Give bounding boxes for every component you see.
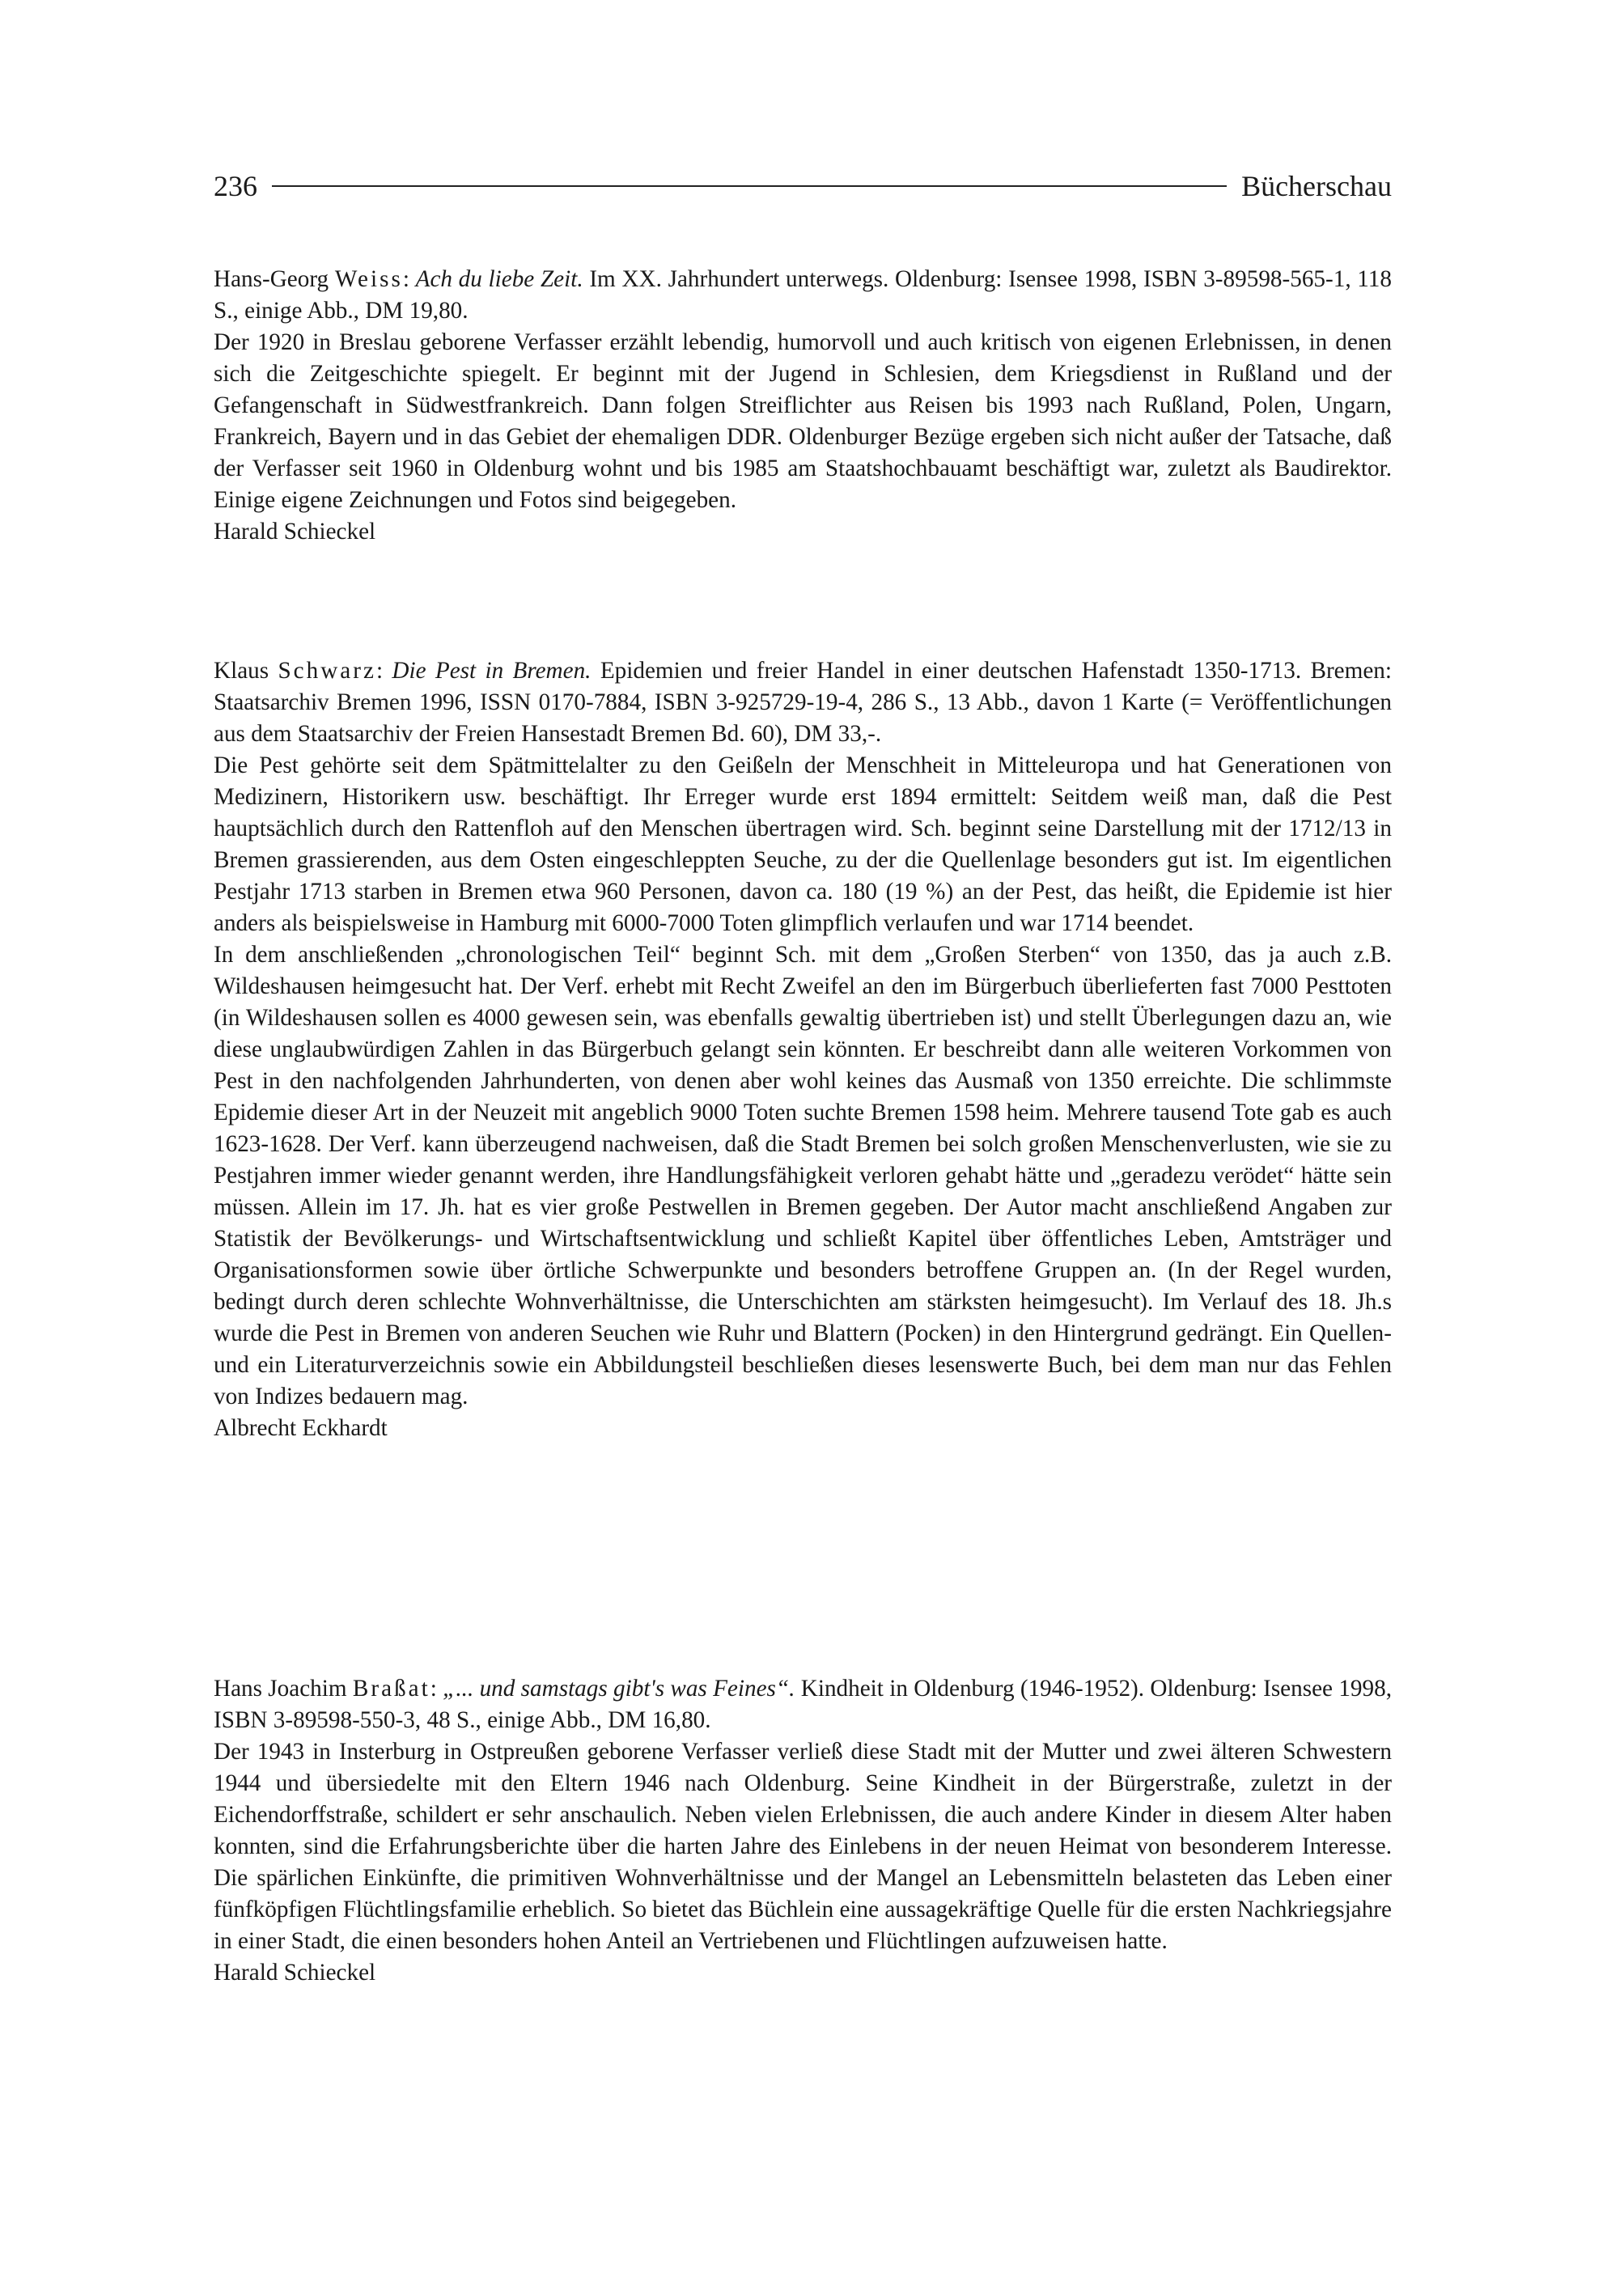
header-rule — [272, 185, 1227, 187]
bibliographic-entry: Hans Joachim Braßat: „... und samstags gibt's was Feines“. Kindheit in Oldenburg (1946-1952). Oldenburg: Isensee 1998, ISBN 3-89598-550-3, 48 S., einige Abb., DM 16,80. — [214, 1676, 1392, 1733]
book-title: Ach du liebe Zeit. — [415, 266, 583, 292]
running-head — [214, 162, 1392, 210]
book-title: „... und samstags gibt's was Feines“. — [443, 1676, 795, 1702]
review-schwarz — [214, 655, 1392, 1444]
author-surname: Schwarz — [278, 658, 376, 684]
review-paragraph: Die Pest gehörte seit dem Spätmittelalter zu den Geißeln der Menschheit in Mitteleuropa und hat Generationen von Medizinern, Historikern usw. beschäftigt. Ihr Erreger wurde erst 1894 ermittelt: Seitdem weiß man, daß die Pest hauptsächlich durch den Rattenfloh auf den Menschen übertragen wird. Sch. beginnt seine Darstellung mit der 1712/13 in Bremen grassierenden, aus dem Osten eingeschleppten Seuche, zu der die Quellenlage besonders gut ist. Im eigentlichen Pestjahr 1713 starben in Bremen etwa 960 Personen, davon ca. 180 (19 %) an der Pest, das heißt, die Epidemie ist hier anders als beispielsweise in Hamburg mit 6000-7000 Toten glimpflich verlaufen und war 1714 beendet. — [214, 752, 1392, 936]
section-title: Bücherschau — [1241, 170, 1392, 202]
bibliographic-details: Epidemien und freier Handel in einer deutschen Hafenstadt 1350-1713. Bremen: Staatsarchiv Bremen 1996, ISSN 0170-7884, ISBN 3-925729-19-4, 286 S., 13 Abb., davon 1 Karte (= Veröffentlichungen aus dem Staatsarchiv der Freien Hansestadt Bremen Bd. 60), DM 33,-. — [214, 658, 1392, 747]
author-first-name: Hans Joachim — [214, 1676, 353, 1702]
bibliographic-entry: Hans-Georg Weiss: Ach du liebe Zeit. Im XX. Jahrhundert unterwegs. Oldenburg: Isensee 1998, ISBN 3-89598-565-1, 118 S., einige Abb., DM 19,80. — [214, 266, 1392, 324]
bibliographic-details: Kindheit in Oldenburg (1946-1952). Oldenburg: Isensee 1998, ISBN 3-89598-550-3, 48 S., einige Abb., DM 16,80. — [214, 1676, 1392, 1733]
author-first-name: Klaus — [214, 658, 278, 684]
author-surname: Braßat — [352, 1676, 430, 1702]
bibliographic-entry: Klaus Schwarz: Die Pest in Bremen. Epidemien und freier Handel in einer deutschen Hafenstadt 1350-1713. Bremen: Staatsarchiv Bremen 1996, ISSN 0170-7884, ISBN 3-925729-19-4, 286 S., 13 Abb., davon 1 Karte (= Veröffentlichungen aus dem Staatsarchiv der Freien Hansestadt Bremen Bd. 60), DM 33,-. — [214, 658, 1392, 747]
reviewer-name: Harald Schieckel — [214, 1960, 376, 1986]
reviewer-name: Harald Schieckel — [214, 519, 376, 545]
review-weiss — [214, 264, 1392, 548]
book-title: Die Pest in Bremen. — [392, 658, 592, 684]
author-surname: Weiss — [334, 266, 403, 292]
bibliographic-details: Im XX. Jahrhundert unterwegs. Oldenburg: Isensee 1998, ISBN 3-89598-565-1, 118 S., einige Abb., DM 19,80. — [214, 266, 1392, 324]
review-paragraph: In dem anschließenden „chronologischen Teil“ beginnt Sch. mit dem „Großen Sterben“ von 1350, das ja auch z.B. Wildeshausen heimgesucht hat. Der Verf. erhebt mit Recht Zweifel an den im Bürgerbuch überlieferten fast 7000 Pesttoten (in Wildeshausen sollen es 4000 gewesen sein, was ebenfalls gewaltig übertrieben ist) und stellt Überlegungen dazu an, wie diese unglaubwürdigen Zahlen in das Bürgerbuch gelangt sein könnten. Er beschreibt dann alle weiteren Vorkommen von Pest in den nachfolgenden Jahrhunderten, von denen aber wohl keines das Ausmaß von 1350 erreichte. Die schlimmste Epidemie dieser Art in der Neuzeit mit angeblich 9000 Toten suchte Bremen 1598 heim. Mehrere tausend Tote gab es auch 1623-1628. Der Verf. kann überzeugend nachweisen, daß die Stadt Bremen bei solch großen Menschenverlusten, wie sie zu Pestjahren immer wieder genannt werden, ihre Handlungsfähigkeit verloren gehabt hätte und „geradezu verödet“ hätte sein müssen. Allein im 17. Jh. hat es vier große Pestwellen in Bremen gegeben. Der Autor macht anschließend Angaben zur Statistik der Bevölkerungs- und Wirtschaftsentwicklung und schließt Kapitel über öffentliches Leben, Amtsträger und Organisationsformen sowie über örtliche Schwerpunkte und besonders betroffene Gruppen an. (In der Regel wurden, bedingt durch deren schlechte Wohnverhältnisse, die Unterschichten am stärksten heimgesucht). Im Verlauf des 18. Jh.s wurde die Pest in Bremen von anderen Seuchen wie Ruhr und Blattern (Pocken) in den Hintergrund gedrängt. Ein Quellen- und ein Literaturverzeichnis sowie ein Abbildungsteil beschließen dieses lesenswerte Buch, bei dem man nur das Fehlen von Indizes bedauern mag. — [214, 942, 1392, 1409]
review-paragraph: Der 1943 in Insterburg in Ostpreußen geborene Verfasser verließ diese Stadt mit der Mutter und zwei älteren Schwestern 1944 und übersiedelte mit den Eltern 1946 nach Oldenburg. Seine Kindheit in der Bürgerstraße, zuletzt in der Eichendorffstraße, schildert er sehr anschaulich. Neben vielen Erlebnissen, die auch andere Kinder in diesem Alter haben konnten, sind die Erfahrungsberichte über die harten Jahre des Einlebens in der neuen Heimat von besonderem Interesse. Die spärlichen Einkünfte, die primitiven Wohnverhältnisse und der Mangel an Lebensmitteln belasteten das Leben einer fünfköpfigen Flüchtlingsfamilie erheblich. So bietet das Büchlein eine aussagekräftige Quelle für die ersten Nachkriegsjahre in einer Stadt, die einen besonders hohen Anteil an Vertriebenen und Flüchtlingen aufzuweisen hatte. — [214, 1739, 1392, 1954]
review-paragraph: Der 1920 in Breslau geborene Verfasser erzählt lebendig, humorvoll und auch kritisch von eigenen Erlebnissen, in denen sich die Zeitgeschichte spiegelt. Er beginnt mit der Jugend in Schlesien, dem Kriegsdienst in Rußland und der Gefangenschaft in Südwestfrankreich. Dann folgen Streiflichter aus Reisen bis 1993 nach Rußland, Polen, Ungarn, Frankreich, Bayern und in das Gebiet der ehemaligen DDR. Oldenburger Bezüge ergeben sich nicht außer der Tatsache, daß der Verfasser seit 1960 in Oldenburg wohnt und bis 1985 am Staatshochbauamt beschäftigt war, zuletzt als Baudirektor. Einige eigene Zeichnungen und Fotos sind beigegeben. — [214, 329, 1392, 513]
author-first-name: Hans-Georg — [214, 266, 335, 292]
page-number: 236 — [214, 170, 257, 202]
reviewer-name: Albrecht Eckhardt — [214, 1415, 388, 1441]
review-brassat — [214, 1673, 1392, 1989]
